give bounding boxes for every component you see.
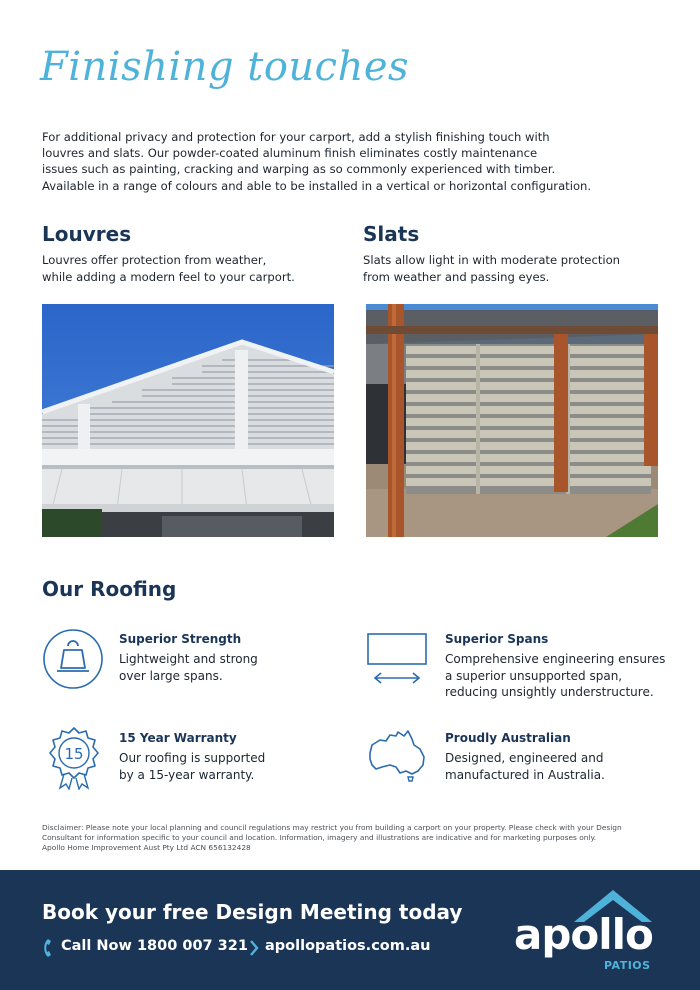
- feature-line: reducing unsightly understructure.: [445, 685, 654, 699]
- feature-line: Lightweight and strong: [119, 652, 258, 666]
- warranty-badge-number: 15: [64, 745, 84, 763]
- chevron-right-icon: [249, 939, 259, 961]
- feature-text: [445, 651, 665, 701]
- feature-title: 15 Year Warranty: [119, 731, 237, 745]
- page-title: Finishing touches: [40, 44, 410, 90]
- intro-line: issues such as painting, cracking and warping as so commonly experienced with timber.: [42, 162, 556, 177]
- bell-weight-icon: [42, 628, 104, 694]
- cta-heading: Book your free Design Meeting today: [42, 900, 463, 924]
- louvres-desc-line: Louvres offer protection from weather,: [42, 253, 267, 267]
- feature-line: Our roofing is supported: [119, 751, 266, 765]
- disclaimer-line: Disclaimer: Please note your local planning and council regulations may restrict you from building a carport on your property. Please check with your Design: [42, 823, 622, 832]
- website-link[interactable]: apollopatios.com.au: [265, 938, 431, 954]
- slats-description: [363, 252, 620, 286]
- louvres-heading: Louvres: [42, 222, 132, 246]
- disclaimer: [42, 823, 642, 852]
- apollo-patios-logo: [512, 888, 662, 984]
- feature-text: [119, 651, 258, 684]
- feature-title: Superior Spans: [445, 632, 549, 646]
- feature-line: over large spans.: [119, 668, 223, 683]
- feature-line: Designed, engineered and: [445, 751, 604, 765]
- feature-line: Comprehensive engineering ensures: [445, 652, 666, 666]
- logo-wordmark: apollo: [514, 910, 653, 959]
- feature-text: [445, 750, 605, 783]
- feature-text: [119, 750, 265, 783]
- roofing-heading: Our Roofing: [42, 577, 177, 601]
- intro-line: For additional privacy and protection for your carport, add a stylish finishing touch with: [42, 130, 550, 144]
- louvres-desc-line: while adding a modern feel to your carport.: [42, 270, 295, 284]
- disclaimer-line: Consultant for information specific to your council and location. Information, imagery and illustrations are indicative and for marketing purposes only.: [42, 832, 597, 842]
- phone-link[interactable]: Call Now 1800 007 321: [61, 938, 248, 954]
- louvres-photo: [42, 304, 334, 537]
- australia-map-icon: [366, 727, 428, 787]
- slats-photo: [366, 304, 658, 537]
- slats-heading: Slats: [363, 222, 420, 246]
- slats-desc-line: Slats allow light in with moderate protection: [363, 253, 621, 267]
- feature-title: Proudly Australian: [445, 731, 571, 745]
- intro-line: Available in a range of colours and able to be installed in a vertical or horizontal configuration.: [42, 178, 592, 193]
- footer-banner: [0, 870, 700, 990]
- intro-line: louvres and slats. Our powder-coated aluminum finish eliminates costly maintenance: [42, 146, 538, 161]
- warranty-badge-icon: [44, 726, 104, 794]
- span-arrows-icon: [366, 632, 428, 692]
- louvres-description: [42, 252, 295, 286]
- intro-paragraph: [42, 129, 602, 194]
- feature-line: manufactured in Australia.: [445, 767, 605, 782]
- feature-line: by a 15-year warranty.: [119, 767, 255, 782]
- phone-icon: [42, 937, 54, 963]
- feature-title: Superior Strength: [119, 632, 242, 646]
- disclaimer-line: Apollo Home Improvement Aust Pty Ltd ACN 656132428: [42, 842, 251, 852]
- feature-line: a superior unsupported span,: [445, 668, 623, 683]
- slats-desc-line: from weather and passing eyes.: [363, 270, 550, 284]
- logo-subtitle: PATIOS: [604, 959, 651, 972]
